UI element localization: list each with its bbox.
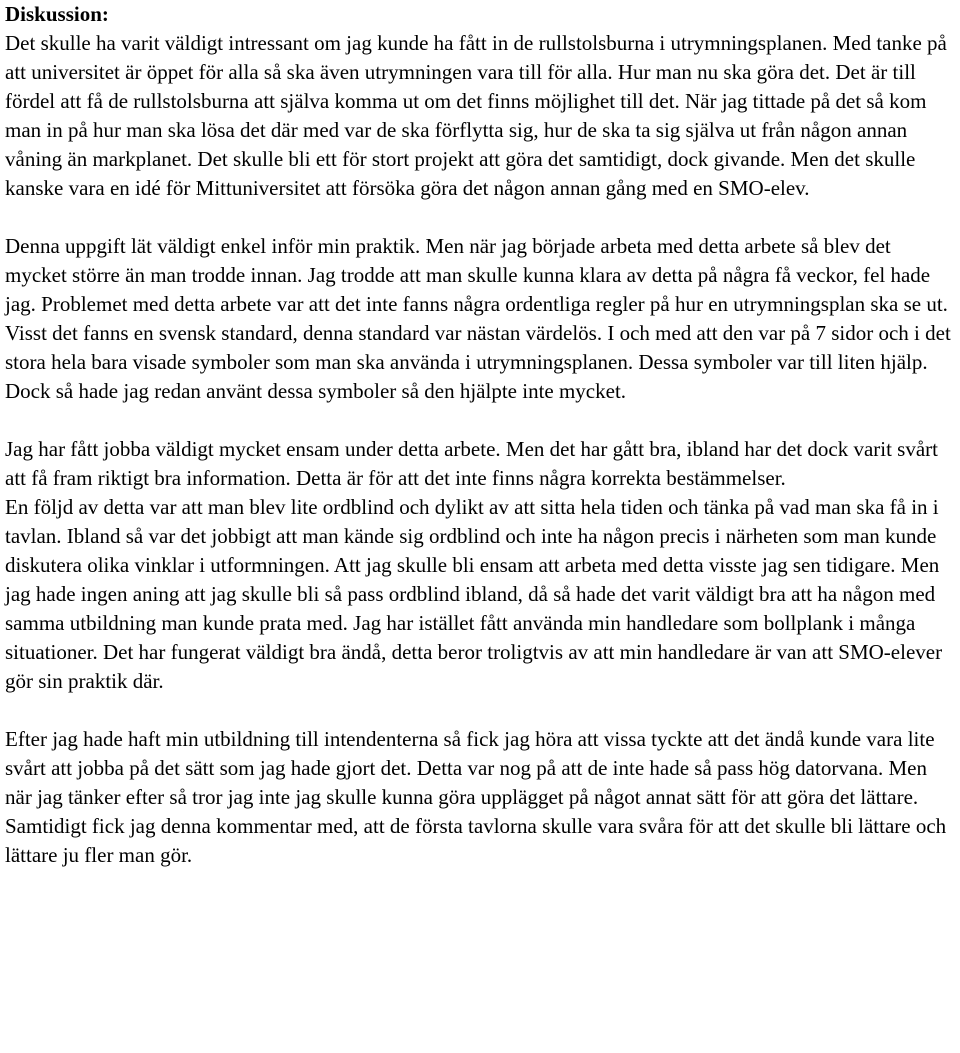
paragraph-working-alone: Jag har fått jobba väldigt mycket ensam under detta arbete. Men det har gått bra, ibland har det dock varit svårt att få fram riktigt bra information. Detta är för att det inte finns några korrekta bestämmelser. bbox=[5, 437, 938, 490]
paragraph-training-feedback: Efter jag hade haft min utbildning till intendenterna så fick jag höra att vissa tyckte att det ändå kunde vara lite svårt att jobba på det sätt som jag hade gjort det. Detta var nog på att de inte hade så pass hög datorvana. Men när jag tänker efter så tror jag inte jag skulle kunna göra upplägget på något annat sätt för att göra det lättare. Samtidigt fick jag denna kommentar med, att de första tavlorna skulle vara svåra för att det skulle bli lättare och lättare ju fler man gör. bbox=[5, 727, 947, 867]
section-heading: Diskussion: bbox=[5, 2, 109, 26]
paragraph-task-difficulty: Denna uppgift lät väldigt enkel inför min praktik. Men när jag började arbeta med detta arbete så blev det mycket större än man trodde innan. Jag trodde att man skulle kunna klara av detta på några få veckor, fel hade jag. Problemet med detta arbete var att det inte fanns några ordentliga regler på hur en utrymningsplan ska se ut. Visst det fanns en svensk standard, denna standard var nästan värdelös. I och med att den var på 7 sidor och i det stora hela bara visade symboler som man ska använda i utrymningsplanen. Dessa symboler var till liten hjälp. Dock så hade jag redan använt dessa symboler så den hjälpte inte mycket. bbox=[5, 234, 951, 403]
paragraph-wheelchair-evacuation: Det skulle ha varit väldigt intressant om jag kunde ha fått in de rullstolsburna i utrymningsplanen. Med tanke på att universitet är öppet för alla så ska även utrymningen vara till för alla. Hur man nu ska göra det. Det är till fördel att få de rullstolsburna att själva komma ut om det finns möjlighet till det. När jag tittade på det så kom man in på hur man ska lösa det där med var de ska förflytta sig, hur de ska ta sig själva ut från någon annan våning än markplanet. Det skulle bli ett för stort projekt att göra det samtidigt, dock givande. Men det skulle kanske vara en idé för Mittuniversitet att försöka göra det någon annan gång med en SMO-elev. bbox=[5, 31, 947, 200]
paragraph-word-blindness: En följd av detta var att man blev lite ordblind och dylikt av att sitta hela tiden och tänka på vad man ska få in i tavlan. Ibland så var det jobbigt att man kände sig ordblind och inte ha någon precis i närheten som man kunde diskutera olika vinklar i utformningen. Att jag skulle bli ensam att arbeta med detta visste jag sen tidigare. Men jag hade ingen aning att jag skulle bli så pass ordblind ibland, då så hade det varit väldigt bra att ha någon med samma utbildning man kunde prata med. Jag har istället fått använda min handledare som bollplank i många situationer. Det har fungerat väldigt bra ändå, detta beror troligtvis av att min handledare är van att SMO-elever gör sin praktik där. bbox=[5, 495, 943, 693]
